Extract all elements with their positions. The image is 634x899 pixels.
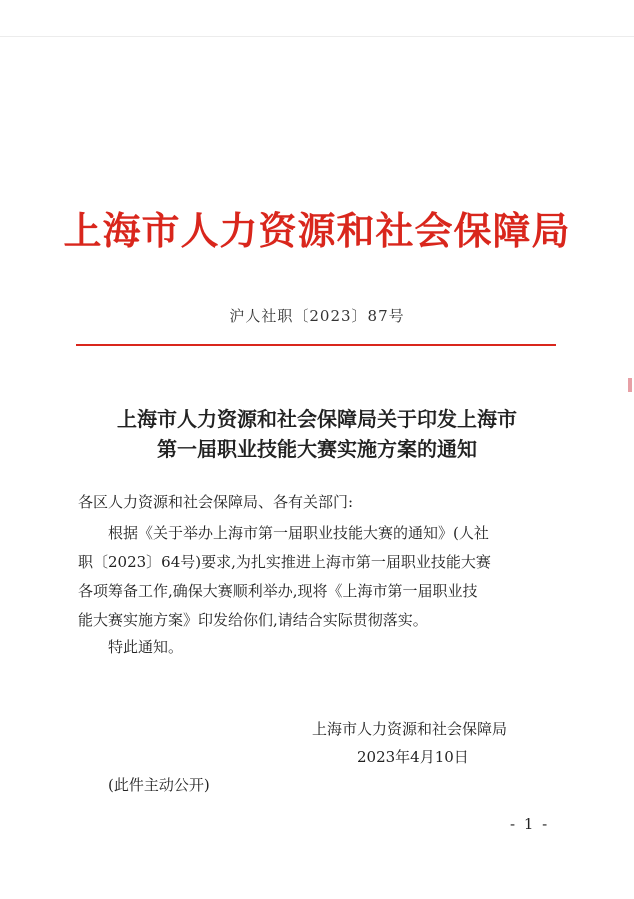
title-line-1: 上海市人力资源和社会保障局关于印发上海市 (117, 407, 517, 431)
red-divider (76, 344, 556, 346)
salutation: 各区人力资源和社会保障局、各有关部门: (78, 493, 354, 511)
document-number: 沪人社职〔2023〕87号 (229, 307, 405, 325)
scan-edge-line (0, 36, 634, 37)
document-title (60, 404, 574, 464)
issuer-header: 上海市人力资源和社会保障局 (63, 209, 571, 253)
page-number: - 1 - (510, 815, 550, 833)
body-line-2: 职〔2023〕64号)要求,为扎实推进上海市第一届职业技能大赛 (78, 553, 491, 571)
body-line-3: 各项筹备工作,确保大赛顺利举办,现将《上海市第一届职业技 (78, 582, 478, 600)
scan-edge-mark (628, 378, 632, 392)
disclosure-note: (此件主动公开) (108, 776, 210, 794)
signature-organization: 上海市人力资源和社会保障局 (312, 720, 508, 738)
signature-date: 2023年4月10日 (357, 748, 469, 766)
body-line-1: 根据《关于举办上海市第一届职业技能大赛的通知》(人社 (108, 524, 489, 542)
closing-line: 特此通知。 (108, 638, 184, 656)
body-line-4: 能大赛实施方案》印发给你们,请结合实际贯彻落实。 (78, 611, 428, 629)
body-paragraph (78, 519, 558, 635)
title-line-2: 第一届职业技能大赛实施方案的通知 (157, 437, 477, 461)
